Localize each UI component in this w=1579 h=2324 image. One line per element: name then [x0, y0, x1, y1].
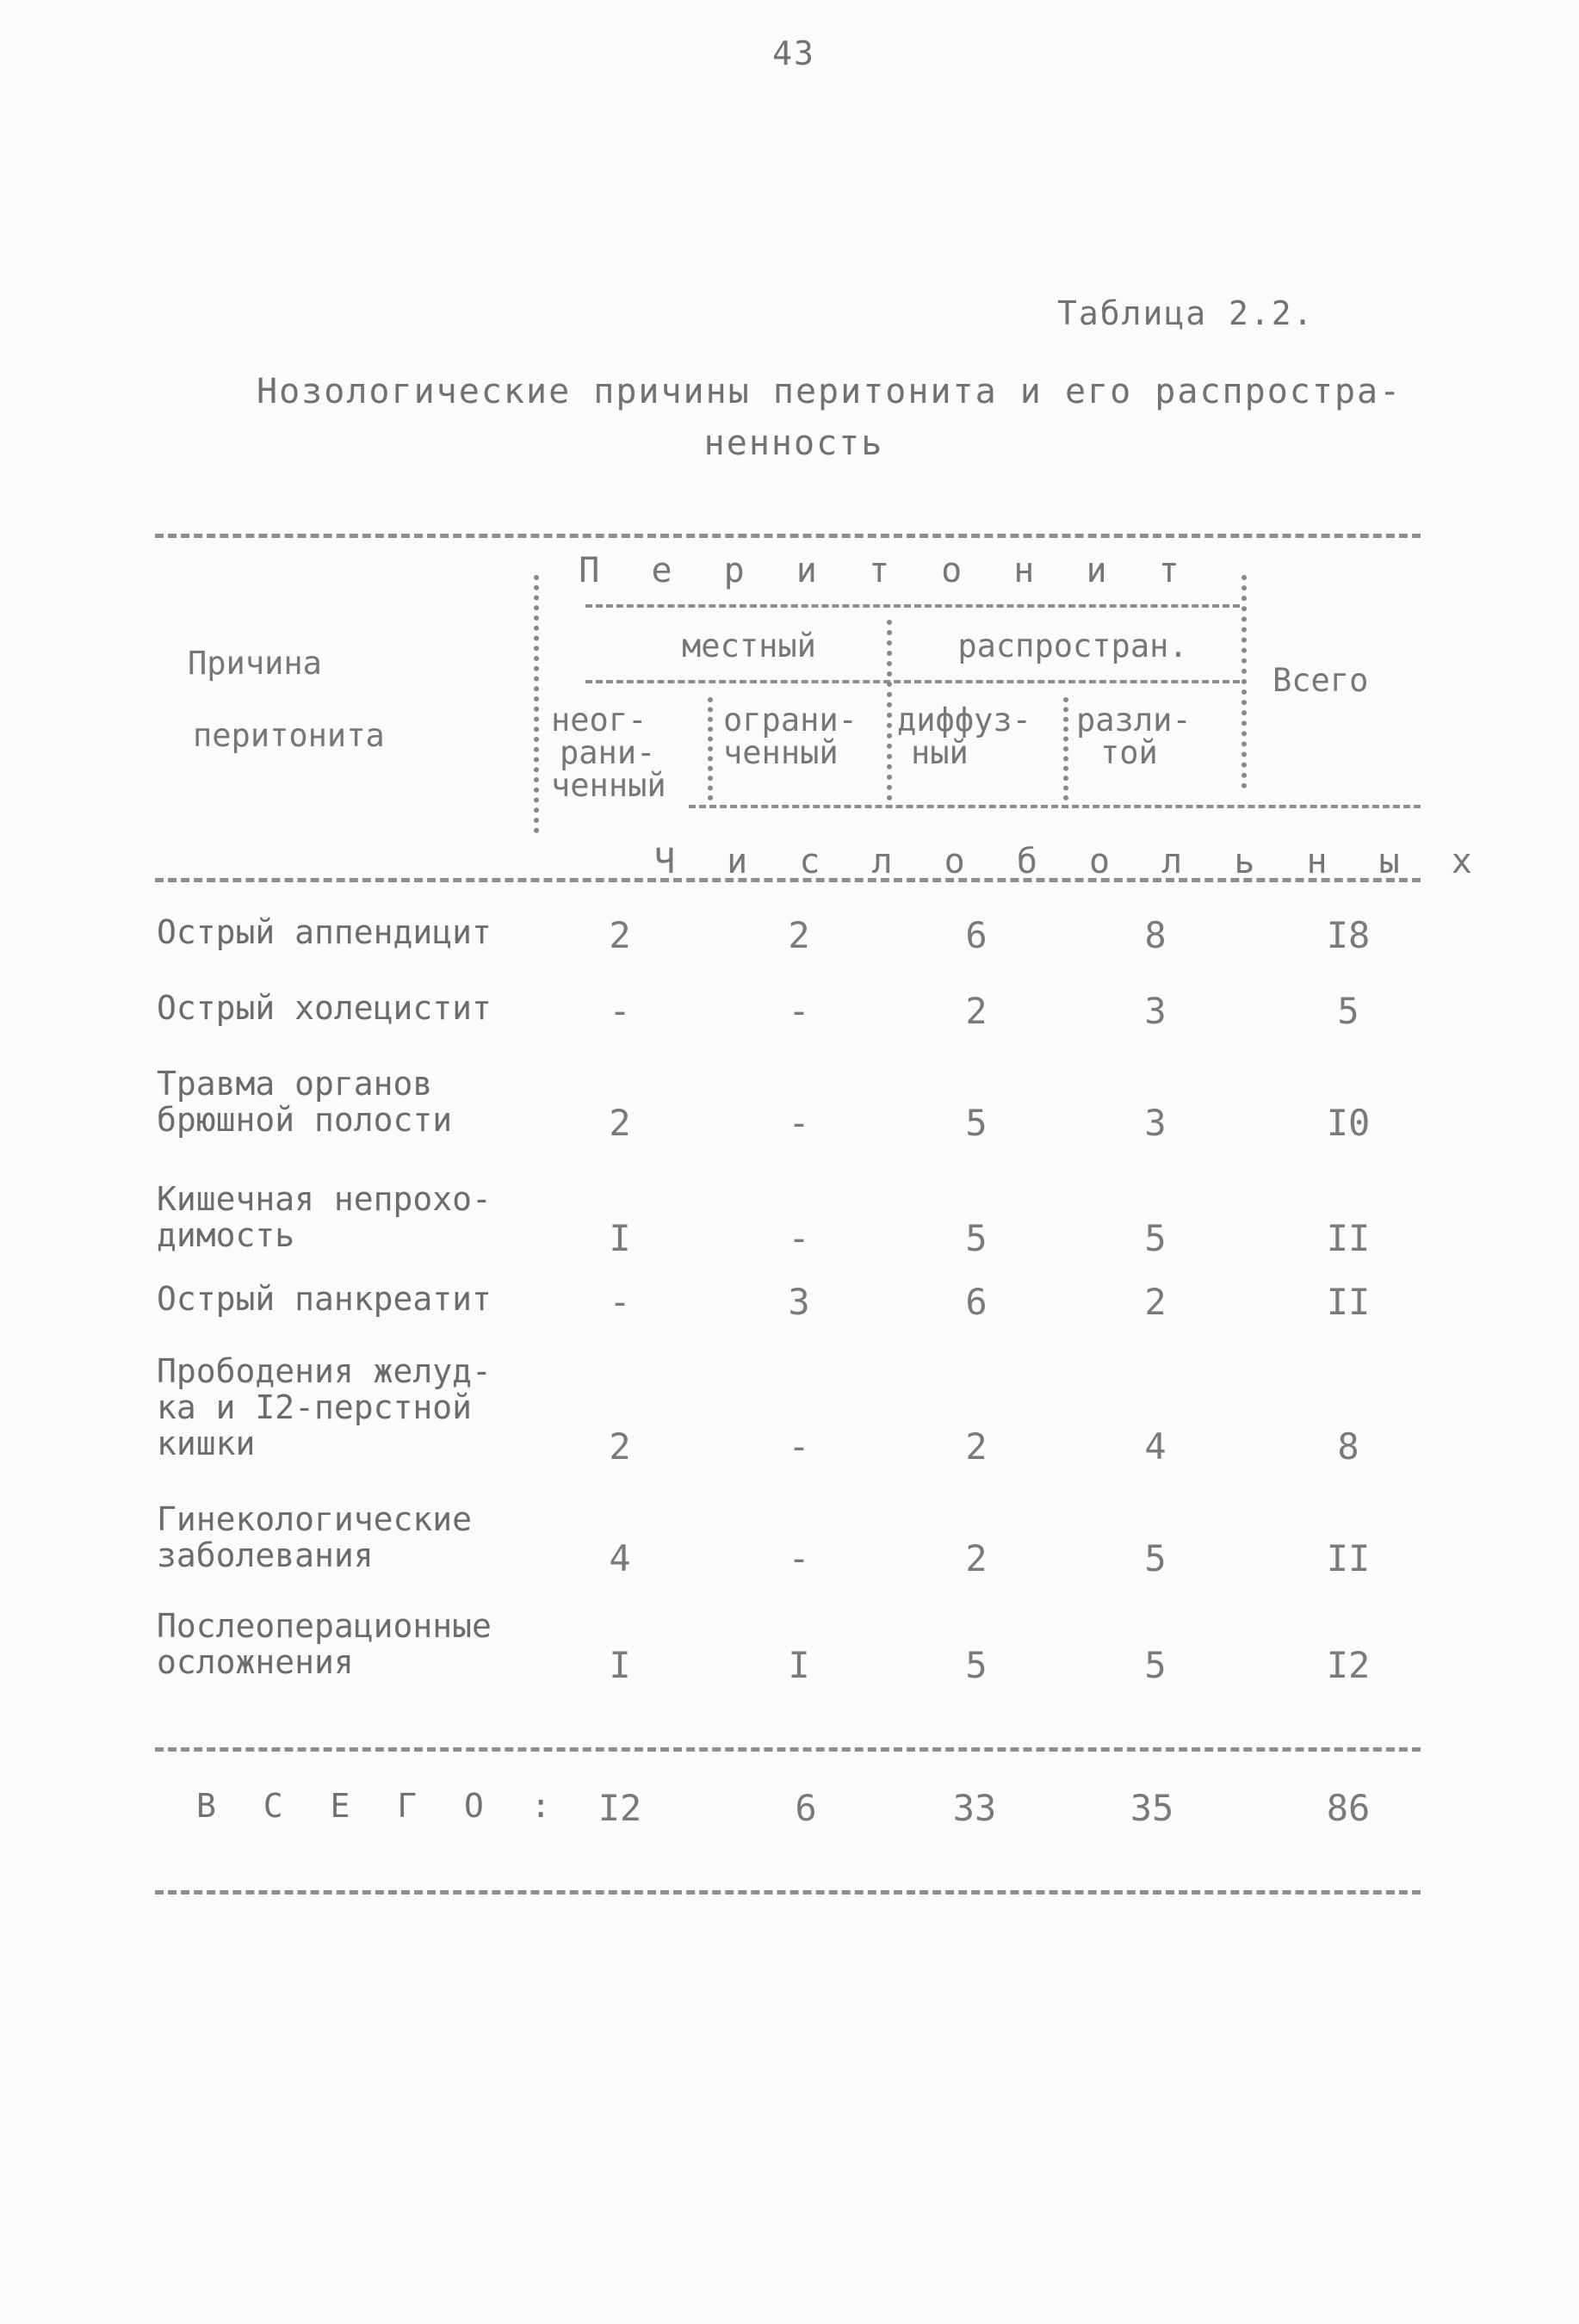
header-unlimited-2: рани- — [560, 734, 656, 771]
subgroup-underline — [585, 680, 1240, 683]
total-cell-total: 86 — [1326, 1787, 1371, 1829]
cell-various: 5 — [1144, 1644, 1167, 1686]
header-patients-count: Ч и с л о б о л ь н ы х — [654, 842, 1488, 881]
cell-diffuse: 2 — [965, 1425, 988, 1468]
row-label: брюшной полости — [157, 1101, 453, 1139]
total-cell-limited: 6 — [795, 1787, 817, 1829]
total-cell-diffuse: 33 — [952, 1787, 997, 1829]
cell-unlimited: - — [609, 1281, 631, 1323]
cell-limited: - — [788, 1102, 810, 1144]
cell-various: 2 — [1144, 1281, 1167, 1323]
header-cause-line1: Причина — [188, 645, 322, 682]
total-cell-unlimited: I2 — [598, 1787, 642, 1829]
row-label: осложнения — [157, 1643, 354, 1681]
header-various-2: той — [1100, 734, 1158, 771]
cell-diffuse: 5 — [965, 1217, 988, 1259]
cell-total: I8 — [1326, 914, 1371, 956]
cell-diffuse: 6 — [965, 1281, 988, 1323]
total-cell-various: 35 — [1130, 1787, 1174, 1829]
table-top-rule — [155, 534, 1421, 538]
cell-various: 8 — [1144, 914, 1167, 956]
cell-unlimited: - — [609, 990, 631, 1032]
total-top-rule — [155, 1747, 1421, 1752]
header-diffuse-2: ный — [911, 734, 969, 771]
cell-diffuse: 5 — [965, 1644, 988, 1686]
cell-unlimited: 2 — [609, 1102, 631, 1144]
spread-column-separator — [887, 620, 892, 800]
header-unlimited-3: ченный — [551, 767, 666, 804]
cell-various: 5 — [1144, 1217, 1167, 1259]
row-label: заболевания — [157, 1536, 374, 1574]
row-label: кишки — [157, 1425, 256, 1462]
cell-limited: 3 — [788, 1281, 810, 1323]
row-label: Острый панкреатит — [157, 1280, 492, 1318]
header-peritonitis: П е р и т о н и т — [579, 551, 1195, 590]
page-number: 43 — [772, 34, 815, 72]
header-total: Всего — [1272, 662, 1369, 699]
cell-limited: - — [788, 1217, 810, 1259]
row-label: димость — [157, 1216, 295, 1254]
row-label: ка и I2-перстной — [157, 1388, 473, 1426]
cell-total: II — [1326, 1281, 1371, 1323]
header-various-1: разли- — [1076, 702, 1192, 739]
header-diffuse-1: диффуз- — [897, 702, 1031, 739]
cell-total: 8 — [1337, 1425, 1359, 1468]
cell-limited: - — [788, 1537, 810, 1579]
cell-unlimited: I — [609, 1644, 631, 1686]
peritonitis-underline — [585, 604, 1240, 608]
table-bottom-rule — [155, 1890, 1421, 1894]
cell-various: 3 — [1144, 1102, 1167, 1144]
row-label: Послеоперационные — [157, 1607, 492, 1645]
various-column-separator — [1063, 697, 1068, 800]
cell-limited: - — [788, 1425, 810, 1468]
cell-total: II — [1326, 1537, 1371, 1579]
cell-unlimited: 4 — [609, 1537, 631, 1579]
row-label: Гинекологические — [157, 1500, 473, 1538]
cell-unlimited: I — [609, 1217, 631, 1259]
row-label: Острый холецистит — [157, 989, 492, 1027]
header-limited-1: ограни- — [723, 702, 858, 739]
cell-various: 5 — [1144, 1537, 1167, 1579]
table-label: Таблица 2.2. — [1057, 294, 1315, 332]
cell-total: I0 — [1326, 1102, 1371, 1144]
table-title-line1: Нозологические причины перитонита и его распростра- — [257, 372, 1403, 411]
row-label: Кишечная непрохо- — [157, 1180, 492, 1218]
cell-diffuse: 2 — [965, 990, 988, 1032]
cell-diffuse: 6 — [965, 914, 988, 956]
cell-limited: I — [788, 1644, 810, 1686]
row-label: Прободения желуд- — [157, 1352, 492, 1390]
header-limited-2: ченный — [723, 734, 839, 771]
cause-column-separator — [534, 575, 539, 833]
cell-total: II — [1326, 1217, 1371, 1259]
limited-column-separator — [708, 697, 713, 800]
cell-limited: - — [788, 990, 810, 1032]
header-local: местный — [682, 627, 816, 664]
header-spread: распростран. — [957, 627, 1188, 664]
total-column-separator — [1242, 575, 1247, 788]
table-title-line2: ненность — [703, 423, 884, 463]
header-bottom-rule — [689, 805, 1421, 808]
cell-diffuse: 2 — [965, 1537, 988, 1579]
row-label: Острый аппендицит — [157, 913, 492, 951]
cell-unlimited: 2 — [609, 1425, 631, 1468]
cell-total: 5 — [1337, 990, 1359, 1032]
row-label: Травма органов — [157, 1065, 433, 1103]
cell-various: 4 — [1144, 1425, 1167, 1468]
cell-unlimited: 2 — [609, 914, 631, 956]
cell-various: 3 — [1144, 990, 1167, 1032]
total-label: В С Е Г О : — [196, 1787, 565, 1825]
cell-limited: 2 — [788, 914, 810, 956]
cell-diffuse: 5 — [965, 1102, 988, 1144]
header-unlimited-1: неог- — [551, 702, 647, 739]
header-cause-line2: перитонита — [193, 717, 385, 754]
cell-total: I2 — [1326, 1644, 1371, 1686]
